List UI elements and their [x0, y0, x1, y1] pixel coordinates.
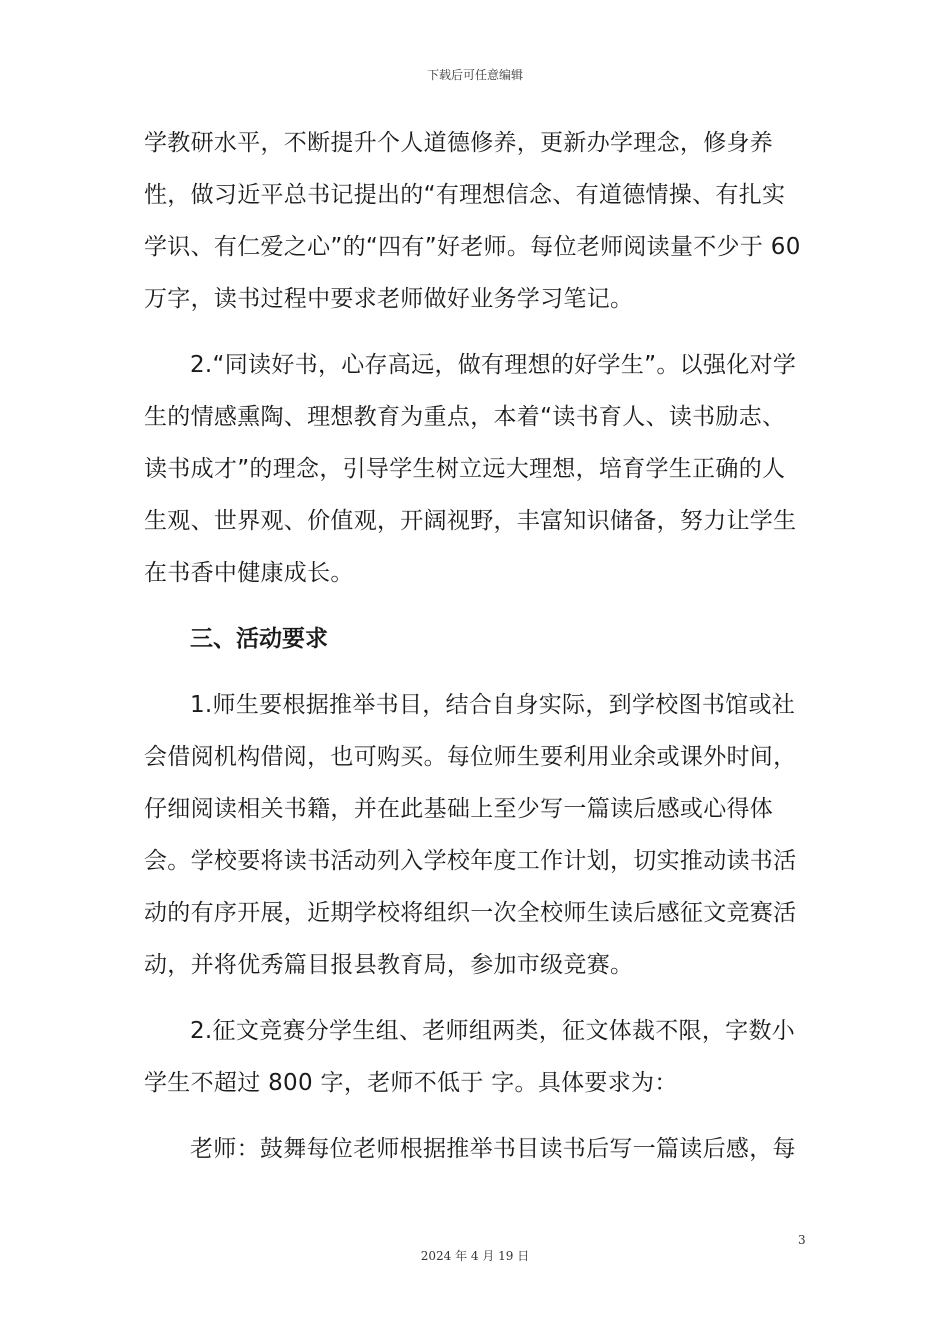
page-footer-date: 2024 年 4 月 19 日 [420, 1249, 530, 1263]
page-number: 3 [798, 1233, 806, 1247]
page-header: 下载后可任意编辑 [426, 68, 523, 82]
paragraph-requirement-2: 2.征文竞赛分学生组、老师组两类，征文体裁不限，字数小学生不超过 800 字，老师不低于 字。具体要求为： [144, 1018, 796, 1096]
document-body [144, 117, 808, 1175]
paragraph-student-reading: 2.“同读好书，心存高远，做有理想的好学生”。以强化对学生的情感熏陶、理想教育为重点，本着“读书育人、读书励志、读书成才”的理念，引导学生树立远大理想，培育学生正确的人生观、世界观、价值观，开阔视野，丰富知识储备，努力让学生在书香中健康成长。 [144, 352, 797, 586]
paragraph-teacher-cultivation: 学教研水平，不断提升个人道德修养，更新办学理念，修身养性，做习近平总书记提出的“有理想信念、有道德情操、有扎实学识、有仁爱之心”的“四有”好老师。每位老师阅读量不少于 60 万字，读书过程中要求老师做好业务学习笔记。 [144, 130, 801, 312]
paragraph-requirement-1: 1.师生要根据推举书目，结合自身实际，到学校图书馆或社会借阅机构借阅，也可购买。每位师生要利用业余或课外时间，仔细阅读相关书籍，并在此基础上至少写一篇读后感或心得体会。学校要将读书活动列入学校年度工作计划，切实推动读书活动的有序开展，近期学校将组织一次全校师生读后感征文竞赛活动，并将优秀篇目报县教育局，参加市级竞赛。 [144, 692, 797, 978]
section-heading-requirements: 三、活动要求 [190, 626, 328, 652]
paragraph-teacher-essay: 老师：鼓舞每位老师根据推举书目读书后写一篇读后感，每 [190, 1136, 796, 1162]
